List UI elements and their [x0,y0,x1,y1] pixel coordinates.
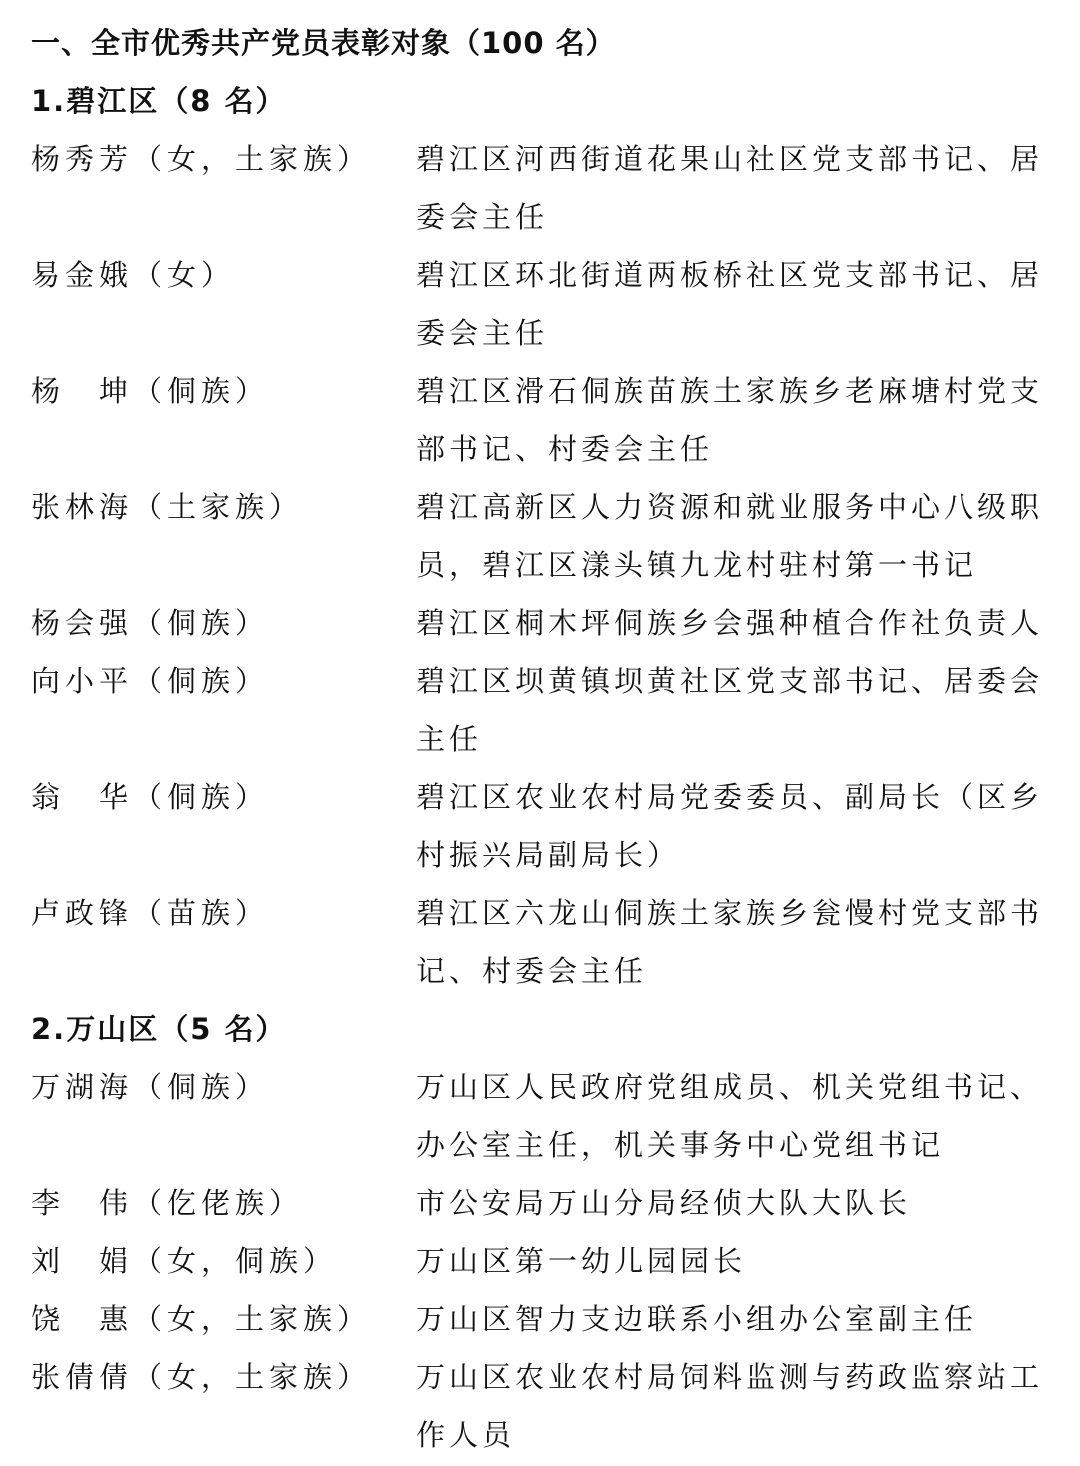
honoree-name: 杨秀芳（女，土家族） [31,142,372,176]
honoree-position: 碧江区农业农村局党委委员、副局长（区乡村振兴局副局长） [416,780,1044,872]
honoree-name: 易金娥（女） [31,258,236,292]
honoree-position: 碧江区坝黄镇坝黄社区党支部书记、居委会主任 [416,664,1044,756]
section-heading: 一、全市优秀共产党员表彰对象（100 名） [31,26,616,60]
honoree-name: 张倩倩（女，土家族） [31,1360,372,1394]
honoree-name: 向小平（侗族） [31,664,270,698]
honoree-position: 碧江高新区人力资源和就业服务中心八级职员，碧江区漾头镇九龙村驻村第一书记 [416,490,1044,582]
honoree-name: 翁 华（侗族） [31,780,270,814]
honoree-position: 万山区人民政府党组成员、机关党组书记、办公室主任，机关事务中心党组书记 [416,1070,1044,1162]
honoree-name: 卢政锋（苗族） [31,896,270,930]
honoree-position: 万山区农业农村局饲料监测与药政监察站工作人员 [416,1360,1044,1452]
honoree-name: 杨 坤（侗族） [31,374,270,408]
honoree-name: 李 伟（仡佬族） [31,1186,304,1220]
honoree-name: 张林海（土家族） [31,490,304,524]
honoree-position: 万山区第一幼儿园园长 [416,1244,747,1278]
honoree-position: 碧江区环北街道两板桥社区党支部书记、居委会主任 [416,258,1044,350]
honoree-position: 碧江区河西街道花果山社区党支部书记、居委会主任 [416,142,1044,234]
honoree-position: 市公安局万山分局经侦大队大队长 [416,1186,912,1220]
honoree-name: 杨会强（侗族） [31,606,270,640]
honoree-position: 碧江区滑石侗族苗族土家族乡老麻塘村党支部书记、村委会主任 [416,374,1044,466]
honoree-position: 万山区智力支边联系小组办公室副主任 [416,1302,978,1336]
honoree-position: 碧江区六龙山侗族土家族乡瓮慢村党支部书记、村委会主任 [416,896,1044,988]
honoree-position: 碧江区桐木坪侗族乡会强种植合作社负责人 [416,606,1044,640]
honoree-name: 万湖海（侗族） [31,1070,270,1104]
district-heading-wanshan: 2.万山区（5 名） [31,1012,287,1046]
honoree-name: 饶 惠（女，土家族） [31,1302,372,1336]
honoree-name: 刘 娟（女，侗族） [31,1244,338,1278]
district-heading-bijiang: 1.碧江区（8 名） [31,84,287,118]
